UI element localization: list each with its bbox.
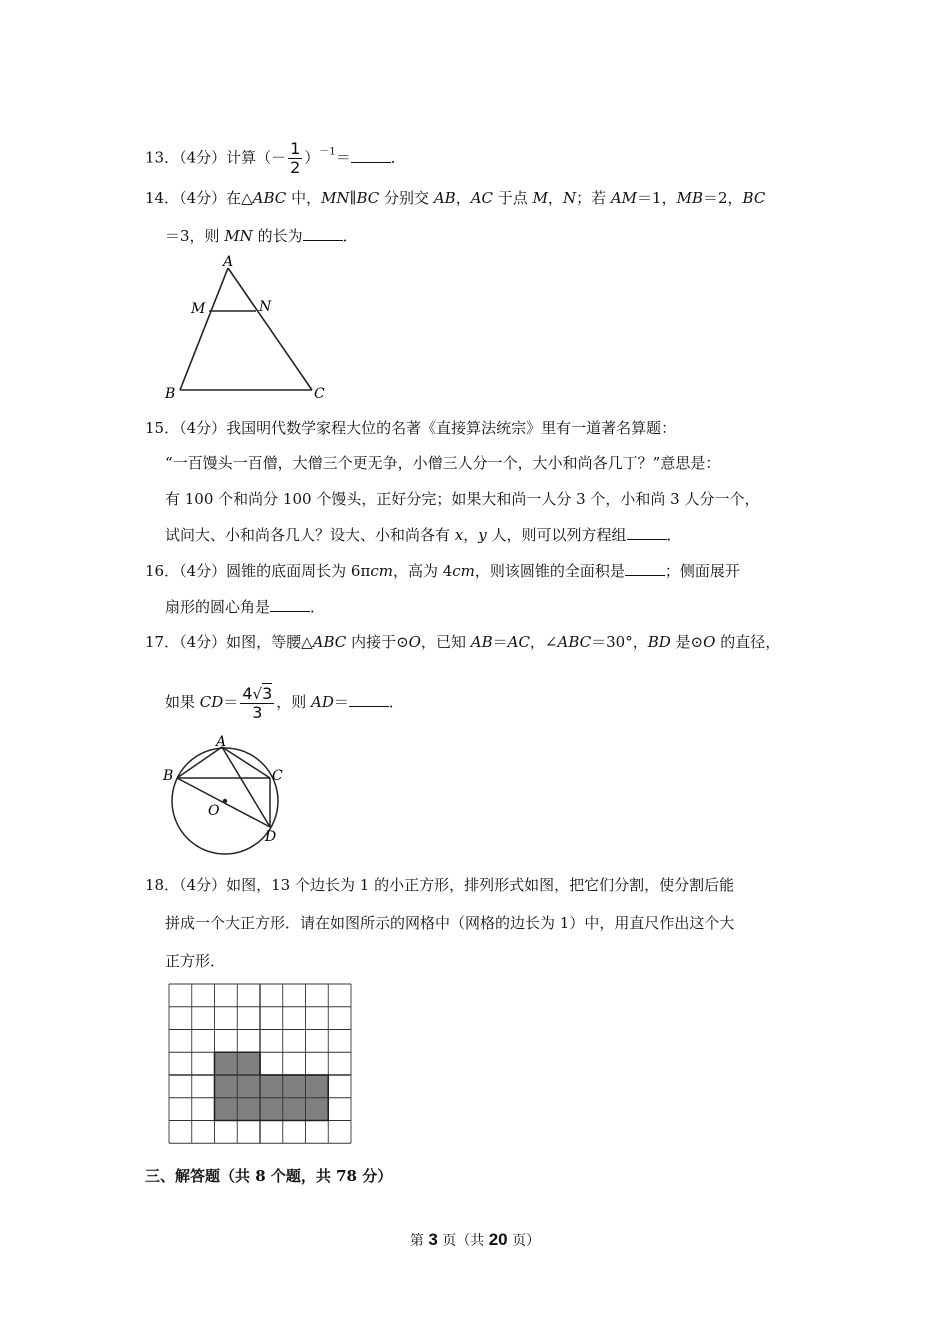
q16-answer-blank-2[interactable] [270,597,310,612]
q17-line1-seg-9: ABC [557,633,592,651]
q17-label-b: B [163,768,174,784]
q14-line1-seg-5: BC [356,189,380,207]
q17-line1-seg-13: O [703,633,716,651]
q17-label-a: A [216,734,227,750]
q17-line1-seg-1: ABC [312,633,347,651]
q15-line3: 有 100 个和尚分 100 个馒头，正好分完；如果大和尚一人分 3 个，小和尚 3 人分一个， [165,490,760,508]
q14-label-c: C [314,386,325,402]
q15-line2: “一百馒头一百僧，大僧三个更无争，小僧三人分一个，大小和尚各几丁？”意思是： [165,454,721,472]
q14-line2-seg-1: MN [224,227,253,245]
q14-line1-seg-8: ， [455,189,471,207]
q17-line1-seg-12: 是⊙ [670,633,704,651]
q14-line1-seg-3: MN [321,189,350,207]
q17-line1-seg-6: ＝ [492,633,508,651]
shaded-cell [237,1052,260,1075]
q15-line4: 试问大、小和尚各几人？设大、小和尚各有 x，y 人，则可以列方程组 ． [165,526,682,544]
q16-line1-seg-2: ，高为 4 [392,562,453,580]
q17-label-d: D [265,829,277,845]
q15-line4-seg-1: x [454,526,464,544]
q17-line1-seg-5: AB [470,633,493,651]
q17-label-o: O [208,803,220,819]
q15-answer-blank[interactable] [627,525,667,540]
q17-line1-seg-10: ＝30°， [591,633,648,651]
q17-line1-seg-0: 17．（4分）如图，等腰△ [145,633,313,651]
q14-label-n: N [259,299,272,315]
q14-line1-seg-6: 分别交 [379,189,434,207]
q13-fraction: $\frac{1}{2}$ [290,139,301,177]
q14-line1-seg-1: ABC [252,189,287,207]
q14-label-b: B [165,386,176,402]
shaded-cell [260,1075,283,1098]
q14-line1-seg-16: ＝1， [637,189,677,207]
q13-text: 13．（4分）计算（－ $\frac{1}{2}$ ）$^{-1}$＝ ． [145,139,406,177]
q14-line1-seg-9: AC [470,189,494,207]
q17-line1-seg-3: O [408,633,421,651]
shaded-cell [260,1098,283,1121]
q14-label-m: M [191,301,206,317]
q14-line1-seg-12: ， [547,189,563,207]
shaded-cell [237,1098,260,1121]
q14-line1-seg-7: AB [433,189,456,207]
q14-line1-seg-19: BC [742,189,766,207]
shaded-cell [283,1075,306,1098]
q15-line4-seg-0: 试问大、小和尚各几人？设大、小和尚各有 [165,526,455,544]
q14-line1-seg-11: M [532,189,548,207]
q15-line4-seg-2: ， [463,526,479,544]
q15-line1: 15．（4分）我国明代数学家程大位的名著《直接算法统宗》里有一道著名算题： [145,419,677,437]
q17-line2: 如果 CD＝ $\frac{4√3}{3}$ ，则 AD＝ ． [165,683,404,722]
q17-circle-figure [160,733,290,863]
q17-line1-seg-11: BD [647,633,671,651]
q16-line1-seg-4: ，则该圆锥的全面积是 [474,562,625,580]
q15-line4-seg-3: y [478,526,487,544]
q17-line1-seg-7: AC [507,633,530,651]
q16-line1-seg-0: 16．（4分）圆锥的底面周长为 6π [145,562,371,580]
q17-line1-seg-8: ，∠ [529,633,558,651]
section3-heading: 三、解答题（共 8 个题，共 78 分） [145,1167,393,1185]
q17-answer-blank[interactable] [349,692,389,707]
q17-line1-seg-2: 内接于⊙ [346,633,409,651]
q16-line2: 扇形的圆心角是 ． [165,598,326,616]
q15-line4-seg-4: 人，则可以列方程组 [486,526,627,544]
q16-line1-seg-3: cm [452,562,475,580]
q14-line1-seg-18: ＝2， [702,189,743,207]
shaded-cell [215,1098,238,1121]
q16-line1-seg-1: cm [370,562,393,580]
q17-line1-seg-4: ，已知 [420,633,471,651]
q17-line1-seg-14: 的直径， [715,633,781,651]
q14-line1-seg-17: MB [676,189,703,207]
q14-line1-seg-15: AM [610,189,638,207]
shaded-cell [306,1098,329,1121]
q14-answer-blank[interactable] [303,226,343,241]
q17-line1 [145,632,780,652]
q18-line2: 拼成一个大正方形．请在如图所示的网格中（网格的边长为 1）中，用直尺作出这个大 [165,914,735,932]
shaded-cell [237,1075,260,1098]
q14-line1-seg-14: ；若 [576,189,611,207]
q16-line1: 16．（4分）圆锥的底面周长为 6πcm，高为 4cm，则该圆锥的全面积是 ；侧面展开 [145,562,740,580]
q14-line1-seg-10: 于点 [493,189,533,207]
q18-grid-figure[interactable] [168,983,354,1145]
q14-triangle-figure [160,250,340,405]
q14-line1-seg-13: N [562,189,577,207]
page-footer: 第 3 页（共 20 页） [409,1230,541,1249]
q14-line1-seg-2: 中， [286,189,322,207]
shaded-cell [306,1075,329,1098]
q14-line1-seg-4: ∥ [349,189,357,207]
q14-line1 [145,188,765,208]
q14-line2-seg-2: 的长为 [252,227,303,245]
q18-line3: 正方形． [165,952,226,970]
q17-fraction: $\frac{4√3}{3}$ [242,683,273,722]
q16-answer-blank-1[interactable] [625,561,665,576]
shaded-cell [283,1098,306,1121]
q14-line2-seg-0: ＝3，则 [165,227,225,245]
q14-label-a: A [223,254,234,270]
q18-line1: 18．（4分）如图，13 个边长为 1 的小正方形，排列形式如图，把它们分割，使分割后能 [145,876,735,894]
shaded-cell [215,1052,238,1075]
q14-line2: ＝3，则 MN 的长为 ． [165,227,358,245]
q14-line1-seg-0: 14．（4分）在△ [145,189,253,207]
q13-answer-blank[interactable] [351,148,391,163]
shaded-cell [215,1075,238,1098]
q17-label-c: C [272,768,283,784]
